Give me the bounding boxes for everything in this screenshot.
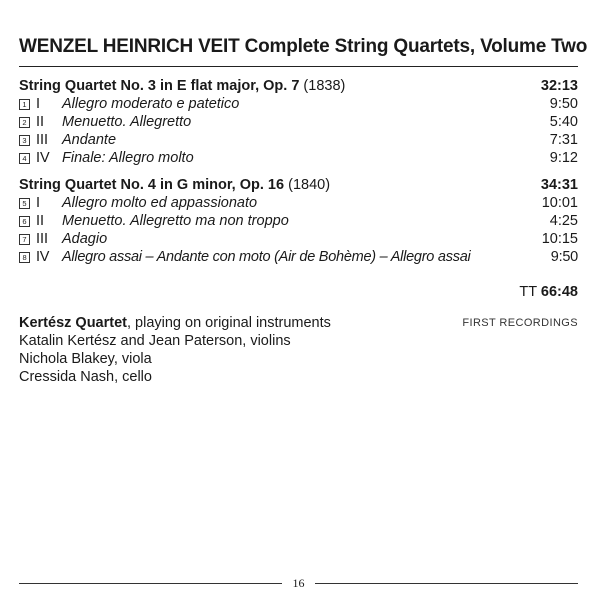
track-time: 10:15	[541, 231, 578, 247]
movement-tempo: Menuetto. Allegretto	[62, 114, 192, 130]
work-title-line	[19, 177, 330, 193]
album-title: WENZEL HEINRICH VEIT Complete String Quartets, Volume Two	[19, 36, 588, 57]
track-number-box: 3	[19, 135, 30, 146]
track-time: 9:12	[549, 150, 578, 166]
movement-tempo: Allegro assai – Andante con moto (Air de Bohème) – Allegro assai	[62, 249, 471, 265]
footer-rule-right	[315, 583, 578, 584]
total-prefix: TT	[519, 284, 537, 300]
work-year: (1838)	[303, 78, 346, 94]
track-row	[19, 249, 578, 267]
track-row	[19, 195, 578, 213]
track-row	[19, 150, 578, 168]
first-recordings-label: FIRST RECORDINGS	[462, 317, 578, 329]
ensemble-name: Kertész Quartet	[19, 315, 127, 331]
track-time: 9:50	[550, 249, 578, 265]
work-title: String Quartet No. 3 in E flat major, Op. 7	[19, 78, 300, 94]
work-duration: 34:31	[540, 177, 578, 193]
performers-block	[19, 314, 331, 386]
track-time: 9:50	[549, 96, 578, 112]
movement-numeral: III	[36, 231, 49, 247]
movement-tempo: Adagio	[62, 231, 108, 247]
movement-numeral: IV	[36, 249, 50, 265]
footer-rule-left	[19, 583, 282, 584]
ensemble-line	[19, 314, 331, 332]
performer-line: Cressida Nash, cello	[19, 369, 152, 385]
total-value: 66:48	[540, 284, 578, 300]
performer-line: Katalin Kertész and Jean Paterson, violins	[19, 333, 291, 349]
track-number-box: 1	[19, 99, 30, 110]
movement-tempo: Andante	[62, 132, 117, 148]
track-row	[19, 114, 578, 132]
work-heading	[19, 177, 578, 195]
movement-numeral: IV	[36, 150, 50, 166]
track-number-box: 7	[19, 234, 30, 245]
work-heading	[19, 78, 578, 96]
track-time: 10:01	[541, 195, 578, 211]
work-duration: 32:13	[540, 78, 578, 94]
movement-numeral: II	[36, 213, 45, 229]
movement-numeral: I	[36, 195, 41, 211]
track-number-box: 6	[19, 216, 30, 227]
movement-numeral: I	[36, 96, 41, 112]
track-number-box: 5	[19, 198, 30, 209]
track-number-box: 2	[19, 117, 30, 128]
booklet-page	[19, 0, 588, 597]
movement-numeral: II	[36, 114, 45, 130]
track-time: 7:31	[549, 132, 578, 148]
movement-tempo: Finale: Allegro molto	[62, 150, 194, 166]
track-row	[19, 132, 578, 150]
movement-tempo: Menuetto. Allegretto ma non troppo	[62, 213, 289, 229]
track-row	[19, 231, 578, 249]
track-row	[19, 213, 578, 231]
track-row	[19, 96, 578, 114]
page-footer	[19, 576, 578, 592]
movement-numeral: III	[36, 132, 49, 148]
track-number-box: 4	[19, 153, 30, 164]
page-number: 16	[292, 576, 305, 590]
movement-tempo: Allegro moderato e patetico	[62, 96, 240, 112]
track-time: 5:40	[549, 114, 578, 130]
work-year: (1840)	[288, 177, 331, 193]
ensemble-note: , playing on original instruments	[126, 315, 331, 331]
total-time	[519, 284, 578, 300]
movement-tempo: Allegro molto ed appassionato	[62, 195, 258, 211]
track-number-box: 8	[19, 252, 30, 263]
work-title: String Quartet No. 4 in G minor, Op. 16	[19, 177, 285, 193]
title-rule	[19, 66, 578, 67]
performer-line: Nichola Blakey, viola	[19, 351, 152, 367]
track-time: 4:25	[549, 213, 578, 229]
work-title-line	[19, 78, 345, 94]
